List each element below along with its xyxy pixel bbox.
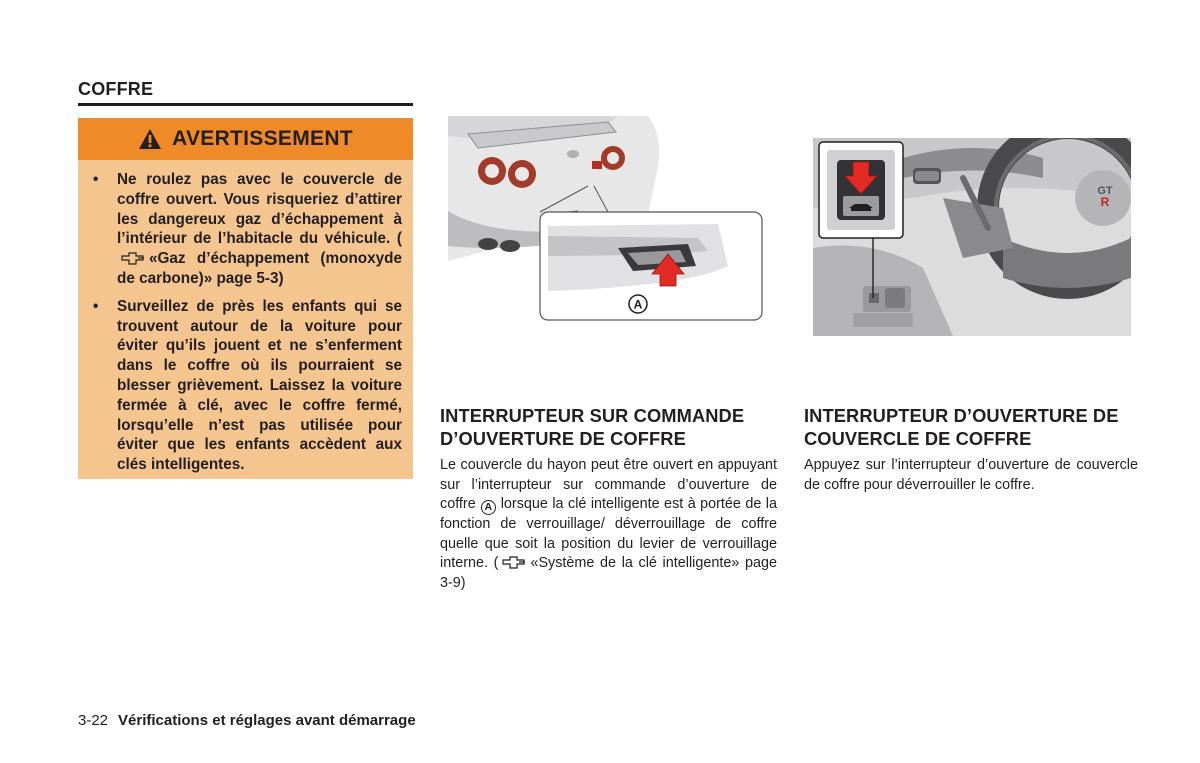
warning-header bbox=[78, 118, 413, 160]
warning-item bbox=[90, 297, 402, 475]
section-title: COFFRE bbox=[78, 79, 154, 99]
dashboard-figure bbox=[813, 138, 1131, 336]
section-heading: INTERRUPTEUR SUR COMMANDE D’OUVERTURE DE COFFRE bbox=[440, 405, 745, 449]
body-paragraph bbox=[440, 456, 777, 593]
body-text-part: Le couvercle du hayon peut être ouvert en appuyant sur l’interrupteur sur commande d’ouverture de coffre bbox=[440, 457, 777, 512]
reference-hand-icon bbox=[501, 554, 527, 570]
column-2 bbox=[440, 404, 777, 593]
warning-item-reference: «Gaz d’échappement (monoxyde de carbone)» page 5-3) bbox=[117, 250, 402, 287]
warning-item-text: Ne roulez pas avec le couvercle de coffre ouvert. Vous risqueriez d’attirer les dangereux gaz d’échappement à l’intérieur de l’habitacle du véhicule. ( bbox=[117, 171, 402, 248]
column-3 bbox=[804, 404, 1138, 495]
section-heading: INTERRUPTEUR D’OUVERTURE DE COUVERCLE DE COFFRE bbox=[804, 405, 1119, 449]
page-number: 3-22 bbox=[78, 712, 109, 729]
callout-a: A bbox=[633, 297, 643, 312]
page-footer bbox=[78, 712, 416, 729]
badge-gt: GT bbox=[1097, 185, 1113, 197]
warning-triangle-icon bbox=[138, 128, 162, 150]
badge-r: R bbox=[1100, 195, 1110, 209]
reference-hand-icon bbox=[120, 250, 146, 266]
warning-item-text: Surveillez de près les enfants qui se trouvent autour de la voiture pour éviter qu’ils jouent et ne s’enferment dans le coffre où ils pourraient se blesser grièvement. Laissez la voiture fermée à clé, avec le coffre fermé, lorsqu’elle n’est pas utilisée pour éviter que les enfants accèdent aux clés intelligentes. bbox=[117, 297, 402, 474]
body-text-part: lorsque la clé intelligente est à portée de la fonction de verrouillage/ déverrouillage de coffre quelle que soit la position du levier de verrouillage interne. ( bbox=[440, 496, 777, 572]
warning-item bbox=[90, 170, 402, 289]
chapter-title: Vérifications et réglages avant démarrage bbox=[118, 712, 416, 729]
callout-a-marker: A bbox=[481, 500, 496, 515]
body-paragraph: Appuyez sur l’interrupteur d’ouverture de couvercle de coffre pour déverrouiller le coffre. bbox=[804, 457, 1138, 493]
bullet: • bbox=[93, 297, 99, 315]
section-rule bbox=[78, 103, 413, 106]
warning-label: AVERTISSEMENT bbox=[172, 127, 353, 150]
warning-box bbox=[78, 118, 413, 479]
trunk-exterior-figure bbox=[448, 116, 766, 322]
bullet: • bbox=[93, 171, 99, 188]
warning-list bbox=[90, 170, 402, 483]
reference-link: «Système de la clé intelligente» page 3-9) bbox=[440, 555, 778, 591]
